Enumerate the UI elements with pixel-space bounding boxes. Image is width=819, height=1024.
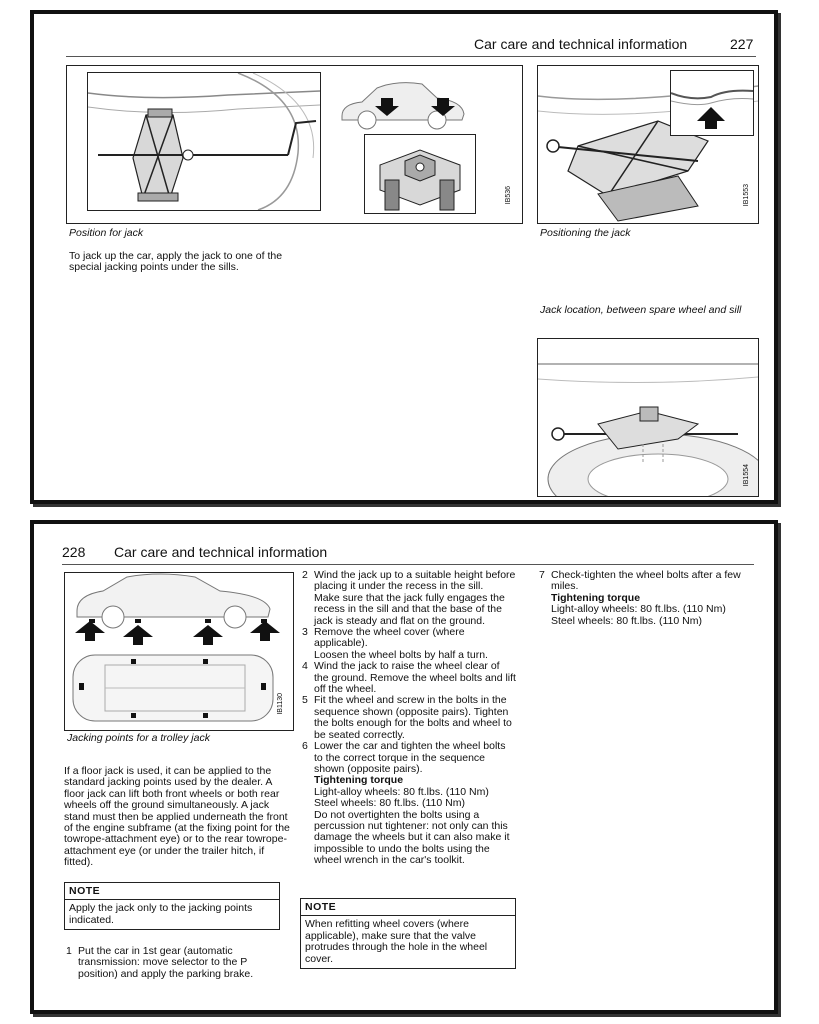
step-5: 5 Fit the wheel and screw in the bolts in the sequence shown (opposite pairs). Tighten the bolts enough for the bolts and wheel to be seated correctly. <box>302 694 512 741</box>
figure-caption: Jack location, between spare wheel and sill <box>540 304 742 316</box>
note-heading: NOTE <box>65 883 279 900</box>
step-1: 1 Put the car in 1st gear (automatic transmission: move selector to the P position) and apply the parking brake. <box>66 945 254 980</box>
manual-page-228 <box>30 520 778 1014</box>
figure-position-for-jack <box>66 65 523 224</box>
figure-caption: Positioning the jack <box>540 227 631 239</box>
jack-under-sill-illustration <box>87 72 321 211</box>
torque-heading: Tightening torque <box>551 591 641 604</box>
car-side-jacking-points <box>337 76 467 131</box>
header-rule <box>62 564 754 565</box>
page-title: Car care and technical information <box>114 544 328 560</box>
jacking-point-detail <box>670 70 754 136</box>
header-rule <box>66 56 756 57</box>
page-title: Car care and technical information <box>474 36 688 52</box>
figure-jack-location <box>537 338 759 497</box>
jacking-recess-detail <box>364 134 476 214</box>
manual-page-227 <box>30 10 778 504</box>
step-2: 2 Wind the jack up to a suitable height before placing it under the recess in the sill. Make sure that the jack fully engages the recess in the sill and that the base of the jack is steady and flat on the ground. <box>302 569 516 627</box>
figure-positioning-the-jack <box>537 65 759 224</box>
note-text: Apply the jack only to the jacking points indicated. <box>69 902 253 926</box>
figure-code: IB1553 <box>743 184 750 207</box>
note-box <box>64 882 280 930</box>
note-box <box>300 898 516 969</box>
figure-trolley-jack-points <box>64 572 294 731</box>
figure-caption: Jacking points for a trolley jack <box>67 732 210 744</box>
step-4: 4 Wind the jack to raise the wheel clear of the ground. Remove the wheel bolts and lift off the wheel. <box>302 660 516 696</box>
note-text: When refitting wheel covers (where applicable), make sure that the valve protrudes through the hole in the wheel cover. <box>305 918 488 965</box>
figure-code: IB536 <box>505 186 512 205</box>
note-heading: NOTE <box>301 899 515 916</box>
page-number: 227 <box>730 36 754 52</box>
figure-caption: Position for jack <box>69 227 144 239</box>
page-number: 228 <box>62 544 86 560</box>
figure-code: IB1554 <box>743 464 750 487</box>
torque-heading: Tightening torque <box>314 774 404 787</box>
figure-code: IB1130 <box>277 693 284 715</box>
floor-jack-text: If a floor jack is used, it can be applied to the standard jacking points used by the dealer. A floor jack can lift both front wheels or both rear wheels off the ground simultaneously. A jack stand must then be applied underneath the front of the engine subframe (at the fixing point for the towrope-attachment eye) or to the rear towrope-attachment eye (or under the trailer hitch, if fitted). <box>64 765 290 869</box>
step-3: 3 Remove the wheel cover (where applicable). Loosen the wheel bolts by half a turn. <box>302 626 488 661</box>
intro-text: To jack up the car, apply the jack to one of the special jacking points under the sills. <box>69 250 283 274</box>
step-7: 7 Check-tighten the wheel bolts after a few miles. Tightening torque Light-alloy wheels: 80 ft.lbs. (110 Nm) Steel wheels: 80 ft.lbs. (110 Nm) <box>539 569 741 627</box>
step-6: 6 Lower the car and tighten the wheel bolts to the correct torque in the sequence shown (opposite pairs). Tightening torque Light-alloy wheels: 80 ft.lbs. (110 Nm) Steel wheels: 80 ft.lbs. (110 Nm) Do not overtighten the bolts using a percussion nut tightener: not only can this damage the wheels but it can also make it impossible to undo the bolts using the wheel wrench in the car's toolkit. <box>302 740 510 867</box>
steps-column-middle <box>302 570 517 867</box>
